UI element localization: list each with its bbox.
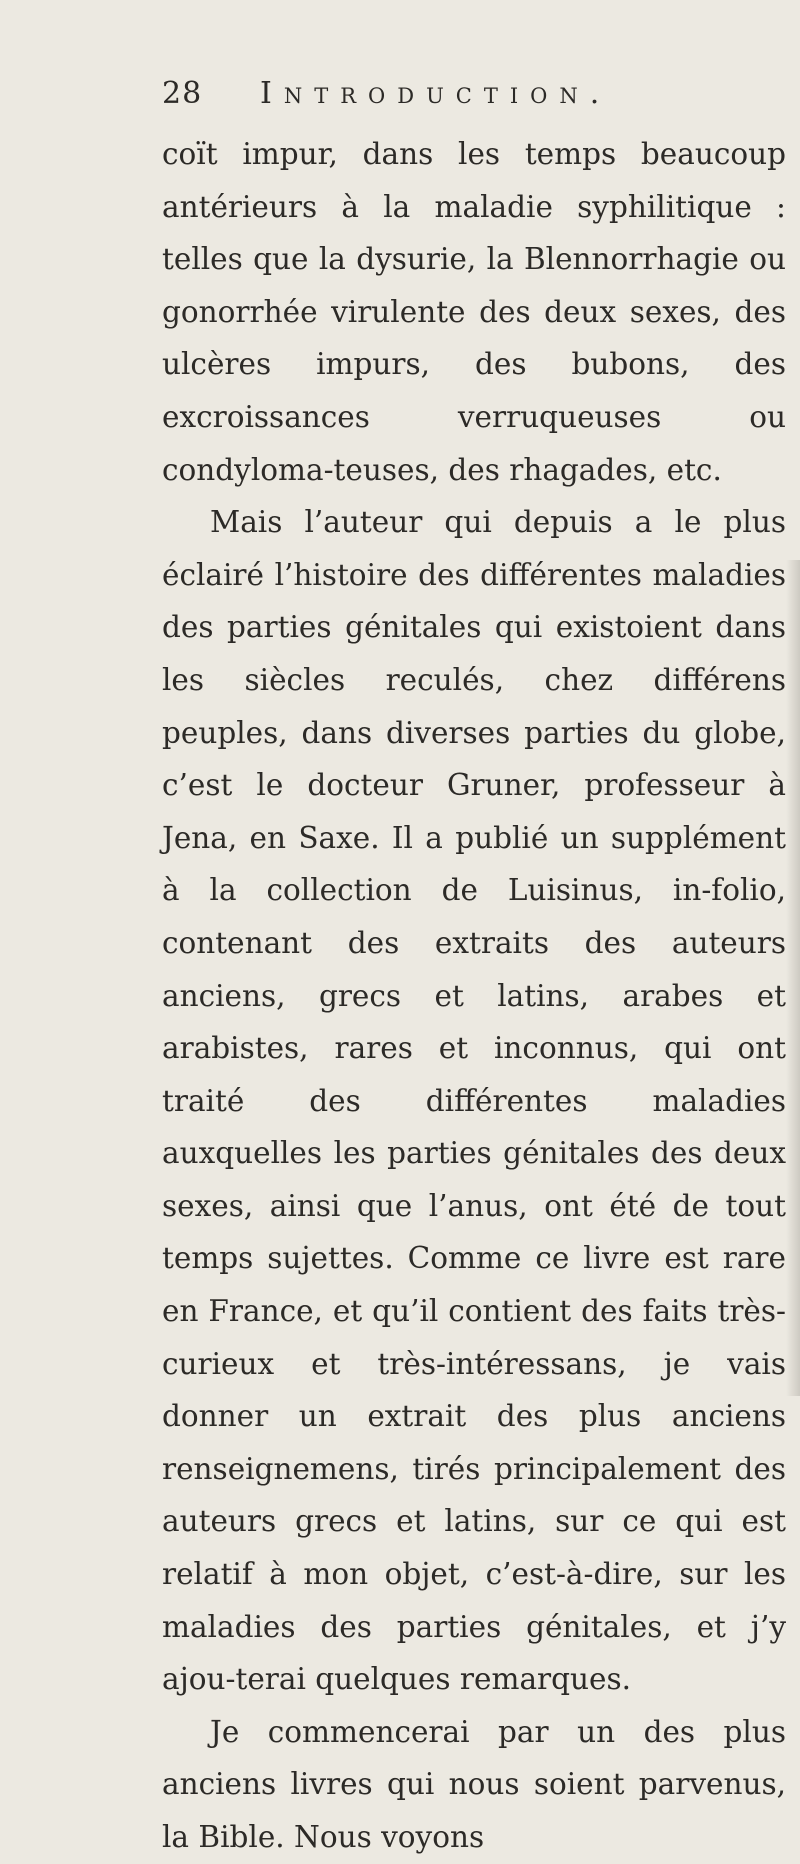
paragraph-continuation: coït impur, dans les temps beaucoup antérieurs à la maladie syphilitique : telles que la dysurie, la Blennorrhagie ou gonorrhée virulente des deux sexes, des ulcères impurs, des bubons, des excroissances verruqueuses ou condyloma-teuses, des rhagades, etc. [162, 137, 786, 487]
running-head: Introduction. [260, 76, 612, 111]
page-header [162, 76, 782, 120]
body-text [162, 128, 786, 1864]
paragraph-bible: Je commencerai par un des plus anciens livres qui nous soient parvenus, la Bible. Nous voyons [162, 1714, 786, 1854]
page-number: 28 [162, 76, 203, 111]
paragraph-gruner: Mais l’auteur qui depuis a le plus éclairé l’histoire des différentes maladies des parties génitales qui existoient dans les siècles reculés, chez différens peuples, dans diverses parties du globe, c’est le docteur Gruner, professeur à Jena, en Saxe. Il a publié un supplément à la collection de Luisinus, in-folio, contenant des extraits des auteurs anciens, grecs et latins, arabes et arabistes, rares et inconnus, qui ont traité des différentes maladies auxquelles les parties génitales des deux sexes, ainsi que l’anus, ont été de tout temps sujettes. Comme ce livre est rare en France, et qu’il contient des faits très-curieux et très-intéressans, je vais donner un extrait des plus anciens renseignemens, tirés principalement des auteurs grecs et latins, sur ce qui est relatif à mon objet, c’est-à-dire, sur les maladies des parties génitales, et j’y ajou-terai quelques remarques. [162, 505, 786, 1697]
page-edge-shadow [786, 560, 800, 1396]
